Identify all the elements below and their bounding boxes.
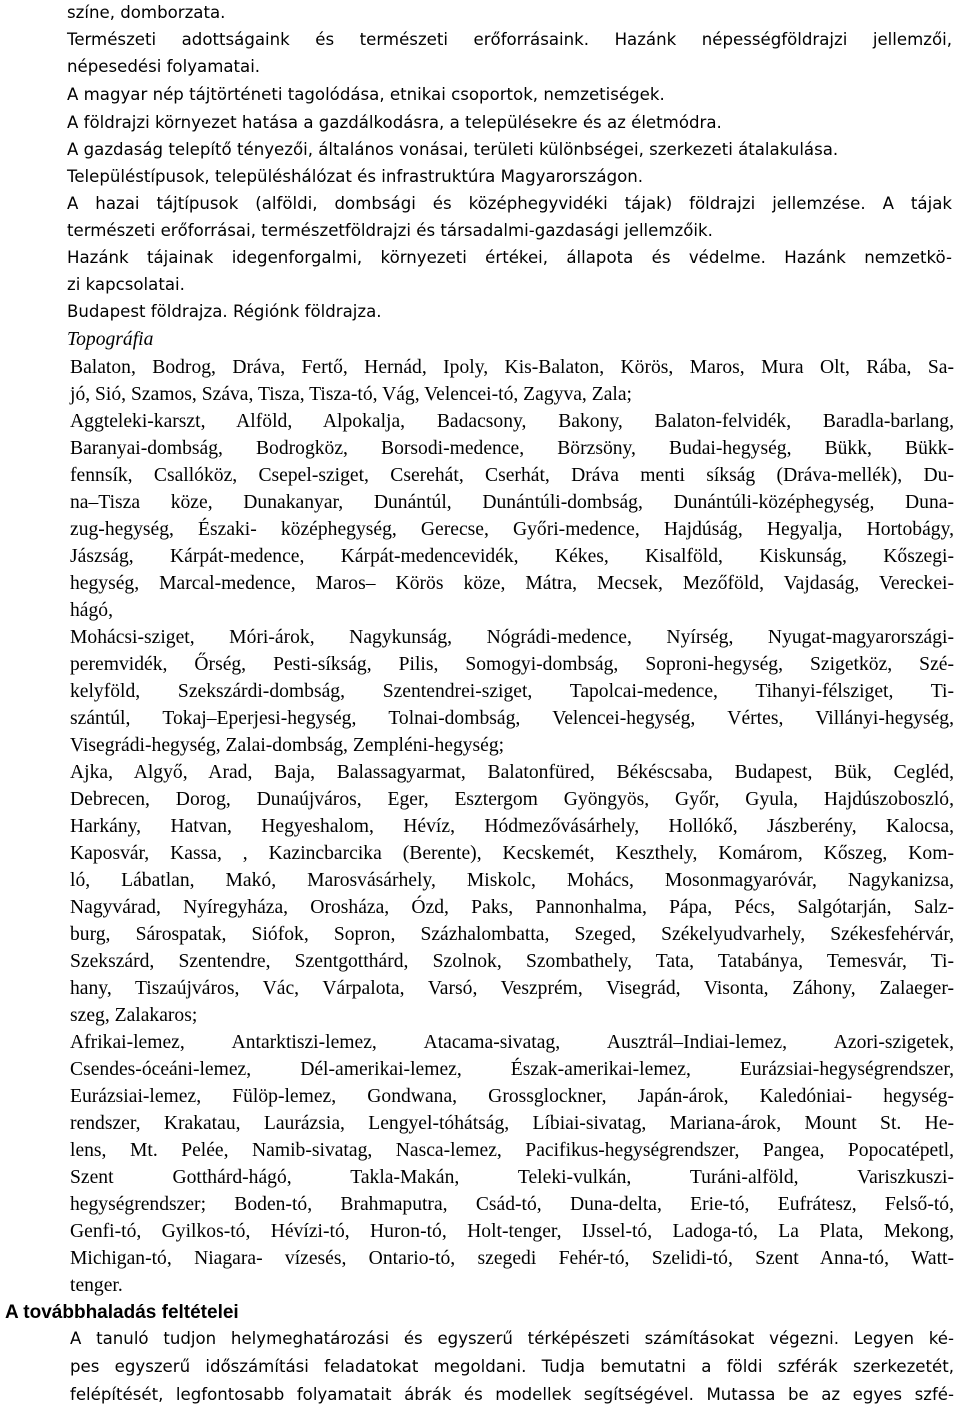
text-line: A tanuló tudjon helymeghatározási és egyszerű térképészeti számításokat végezni. Legyen ké-: [70, 1329, 954, 1348]
text-line: A földrajzi környezet hatása a gazdálkodásra, a településekre és az életmódra.: [67, 113, 722, 132]
text-line: szeg, Zalakaros;: [70, 1005, 198, 1026]
text-line: Budapest földrajza. Régiónk földrajza.: [67, 302, 382, 321]
text-line: Szekszárd, Szentendre, Szentgotthárd, Szolnok, Szombathely, Tata, Tatabánya, Temesvár, Ti-: [70, 951, 954, 972]
text-line: zi kapcsolatai.: [67, 275, 185, 294]
text-line: na–Tisza köze, Dunakanyar, Dunántúl, Dunántúli-dombság, Dunántúli-középhegység, Duna-: [70, 492, 954, 513]
text-line: természeti erőforrásai, természetföldrajzi és társadalmi-gazdasági jellemzőik.: [67, 221, 713, 240]
topografia-heading: Topográfia: [67, 329, 154, 350]
text-line: Természeti adottságaink és természeti erőforrásaink. Hazánk népességföldrajzi jellemzői,: [67, 30, 952, 49]
text-line: Visegrádi-hegység, Zalai-dombság, Zempléni-hegység;: [70, 735, 505, 756]
text-line: rendszer, Krakatau, Laurázsia, Lengyel-tóhátság, Líbiai-sivatag, Mariana-árok, Mount St. He-: [70, 1113, 954, 1134]
text-line: zug-hegység, Északi- középhegység, Gerecse, Győri-medence, Hajdúság, Hegyalja, Hortobágy,: [70, 519, 954, 540]
section-heading: A továbbhaladás feltételei: [5, 1302, 239, 1323]
text-line: hany, Tiszaújváros, Vác, Várpalota, Varsó, Veszprém, Visegrád, Visonta, Záhony, Zalaeger-: [70, 978, 954, 999]
text-line: Eurázsiai-lemez, Fülöp-lemez, Gondwana, Grossglockner, Japán-árok, Kaledóniai- hegység-: [70, 1086, 954, 1107]
text-line: hágó,: [70, 600, 113, 621]
text-line: hegységrendszer; Boden-tó, Brahmaputra, Csád-tó, Duna-delta, Erie-tó, Eufrátesz, Felső-tó,: [70, 1194, 954, 1215]
text-line: Kaposvár, Kassa, , Kazincbarcika (Berente), Kecskemét, Keszthely, Komárom, Kőszeg, Kom-: [70, 843, 954, 864]
text-line: szántúl, Tokaj–Eperjesi-hegység, Tolnai-dombság, Velencei-hegység, Vértes, Villányi-hegység,: [70, 708, 954, 729]
text-line: felépítését, legfontosabb folyamatait ábrák és modellek segítségével. Mutassa be az egyes szfé-: [70, 1385, 954, 1404]
text-line: tenger.: [70, 1275, 123, 1296]
text-line: Hazánk tájainak idegenforgalmi, környezeti értékei, állapota és védelme. Hazánk nemzetkö-: [67, 248, 952, 267]
text-line: Balaton, Bodrog, Dráva, Fertő, Hernád, Ipoly, Kis-Balaton, Körös, Maros, Mura Olt, Rába, Sa-: [70, 357, 954, 378]
text-line: Genfi-tó, Gyilkos-tó, Hévízi-tó, Huron-tó, Holt-tenger, IJssel-tó, Ladoga-tó, La Plata, Mekong,: [70, 1221, 954, 1242]
text-line: A hazai tájtípusok (alföldi, dombsági és középhegyvidéki tájak) földrajzi jellemzése. A tájak: [67, 194, 952, 213]
text-line: Afrikai-lemez, Antarktiszi-lemez, Atacama-sivatag, Ausztrál–Indiai-lemez, Azori-szigetek,: [70, 1032, 954, 1053]
text-line: Michigan-tó, Niagara- vízesés, Ontario-tó, szegedi Fehér-tó, Szelidi-tó, Szent Anna-tó, Watt-: [70, 1248, 954, 1269]
text-line: Mohácsi-sziget, Móri-árok, Nagykunság, Nógrádi-medence, Nyírség, Nyugat-magyarországi-: [70, 627, 954, 648]
text-line: színe, domborzata.: [67, 3, 226, 22]
text-line: Aggteleki-karszt, Alföld, Alpokalja, Badacsony, Bakony, Balaton-felvidék, Baradla-barlang,: [70, 411, 954, 432]
text-line: fennsík, Csallóköz, Csepel-sziget, Cserehát, Cserhát, Dráva menti síkság (Dráva-mellék), Du-: [70, 465, 954, 486]
text-line: kelyföld, Szekszárdi-dombság, Szentendrei-sziget, Tapolcai-medence, Tihanyi-félsziget, Ti-: [70, 681, 954, 702]
text-line: Nagyvárad, Nyíregyháza, Orosháza, Ózd, Paks, Pannonhalma, Pápa, Pécs, Salgótarján, Salz-: [70, 897, 954, 918]
text-line: hegység, Marcal-medence, Maros– Körös köze, Mátra, Mecsek, Mezőföld, Vajdaság, Vereckei-: [70, 573, 954, 594]
text-line: Debrecen, Dorog, Dunaújváros, Eger, Esztergom Gyöngyös, Győr, Gyula, Hajdúszoboszló,: [70, 789, 954, 810]
text-line: A magyar nép tájtörténeti tagolódása, etnikai csoportok, nemzetiségek.: [67, 85, 665, 104]
text-line: Csendes-óceáni-lemez, Dél-amerikai-lemez, Észak-amerikai-lemez, Eurázsiai-hegységrendszer,: [70, 1059, 954, 1080]
text-line: Ajka, Algyő, Arad, Baja, Balassagyarmat, Balatonfüred, Békéscsaba, Budapest, Bük, Cegléd,: [70, 762, 954, 783]
text-line: Harkány, Hatvan, Hegyeshalom, Hévíz, Hódmezővásárhely, Hollókő, Jászberény, Kalocsa,: [70, 816, 954, 837]
text-line: burg, Sárospatak, Siófok, Sopron, Százhalombatta, Szeged, Székelyudvarhely, Székesfehérvár,: [70, 924, 954, 945]
text-line: pes egyszerű időszámítási feladatokat megoldani. Tudja bemutatni a földi szférák szerkezetét,: [70, 1357, 954, 1376]
text-line: Szent Gotthárd-hágó, Takla-Makán, Teleki-vulkán, Turáni-alföld, Variszkuszi-: [70, 1167, 954, 1188]
text-line: jó, Sió, Szamos, Száva, Tisza, Tisza-tó, Vág, Velencei-tó, Zagyva, Zala;: [70, 384, 632, 405]
text-line: népesedési folyamatai.: [67, 57, 261, 76]
text-line: Baranyai-dombság, Bodrogköz, Borsodi-medence, Börzsöny, Budai-hegység, Bükk, Bükk-: [70, 438, 954, 459]
text-line: A gazdaság telepítő tényezői, általános vonásai, területi különbségei, szerkezeti átalakulása.: [67, 140, 839, 159]
text-line: Településtípusok, településhálózat és infrastruktúra Magyarországon.: [67, 167, 644, 186]
text-line: peremvidék, Őrség, Pesti-síkság, Pilis, Somogyi-dombság, Soproni-hegység, Szigetköz, Szé-: [70, 654, 954, 675]
text-line: lens, Mt. Pelée, Namib-sivatag, Nasca-lemez, Pacifikus-hegységrendszer, Pangea, Popocatépetl,: [70, 1140, 954, 1161]
text-line: Jászság, Kárpát-medence, Kárpát-medencevidék, Kékes, Kisalföld, Kiskunság, Kőszegi-: [70, 546, 954, 567]
text-line: ló, Lábatlan, Makó, Marosvásárhely, Miskolc, Mohács, Mosonmagyaróvár, Nagykanizsa,: [70, 870, 954, 891]
